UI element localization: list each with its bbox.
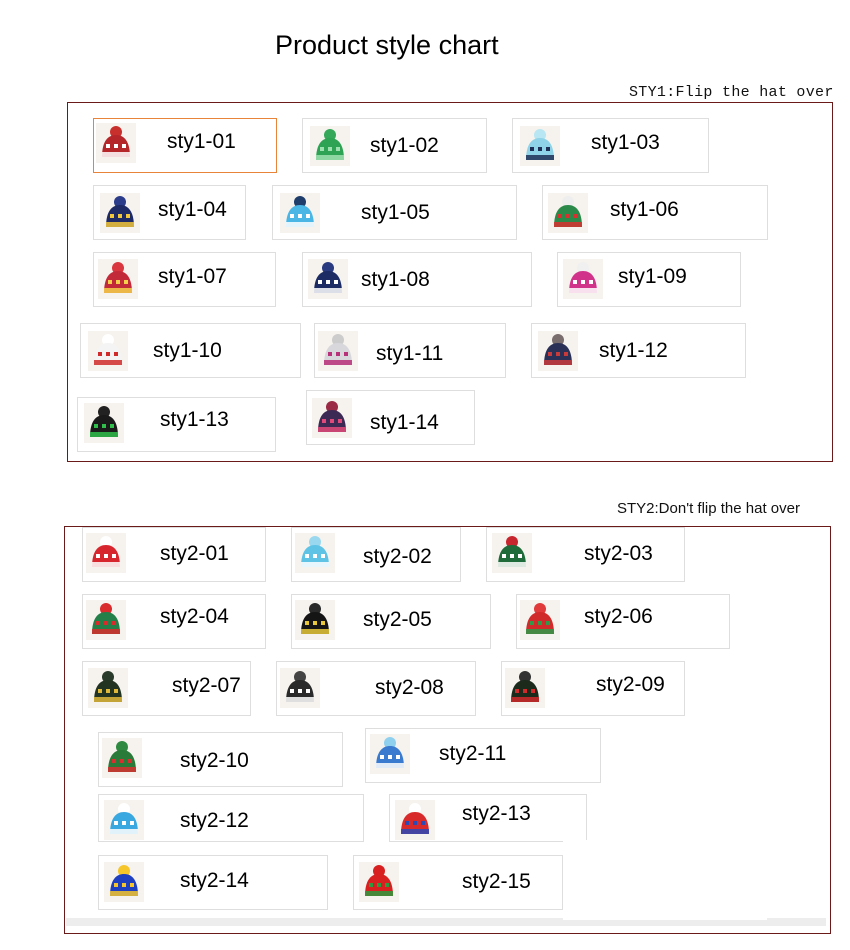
style-card-label: sty1-07 — [158, 265, 227, 288]
red-knit-hat-icon — [96, 123, 136, 163]
style-card-label: sty2-02 — [363, 545, 432, 568]
style-card-label: sty1-09 — [618, 265, 687, 288]
page-title: Product style chart — [275, 30, 499, 60]
green-santa-hat-icon — [102, 738, 142, 778]
style-card-label: sty1-02 — [370, 134, 439, 157]
dark-snowman-hat-icon — [280, 668, 320, 708]
black-green-hat-icon — [84, 403, 124, 443]
red-pom-hat-icon — [98, 259, 138, 299]
style-card-label: sty2-15 — [462, 870, 531, 893]
navy-light-hat-icon — [100, 193, 140, 233]
style-card-label: sty1-01 — [167, 130, 236, 153]
style-card-label: sty2-10 — [180, 749, 249, 772]
grey-light-hat-icon — [318, 331, 358, 371]
light-blue-snow-hat-icon — [295, 533, 335, 573]
style-card-label: sty1-08 — [361, 268, 430, 291]
black-lights-hat-icon — [295, 600, 335, 640]
pink-santa-hat-icon — [563, 259, 603, 299]
navy-pink-hat-icon — [312, 398, 352, 438]
red-tree-hat-icon — [520, 600, 560, 640]
striped-tree-hat-icon — [86, 533, 126, 573]
green-knit-hat-icon — [310, 126, 350, 166]
dark-green-hat-icon — [88, 668, 128, 708]
style-card-label: sty1-03 — [591, 131, 660, 154]
style-card-label: sty1-06 — [610, 198, 679, 221]
navy-red-hat-icon — [538, 331, 578, 371]
sty2-note: STY2:Don't flip the hat over — [617, 500, 800, 517]
green-reindeer-hat-icon — [492, 533, 532, 573]
sty1-note: STY1:Flip the hat over — [629, 84, 834, 101]
style-card-label: sty2-08 — [375, 676, 444, 699]
green-red-hat-icon — [86, 600, 126, 640]
style-card-label: sty1-11 — [376, 342, 444, 365]
style-card-label: sty2-06 — [584, 605, 653, 628]
style-card-label: sty1-13 — [160, 408, 229, 431]
style-card-label: sty2-12 — [180, 809, 249, 832]
blank-overlay — [563, 840, 767, 920]
style-card-label: sty2-07 — [172, 674, 241, 697]
style-card-label: sty1-05 — [361, 201, 430, 224]
royal-blue-tree-hat-icon — [104, 862, 144, 902]
style-card-label: sty2-13 — [462, 802, 531, 825]
style-card-label: sty1-04 — [158, 198, 227, 221]
blue-snowman-pom-hat-icon — [104, 800, 144, 840]
white-red-hat-icon — [88, 331, 128, 371]
light-blue-knit-hat-icon — [520, 126, 560, 166]
sky-blue-hat-icon — [280, 193, 320, 233]
style-card-label: sty1-12 — [599, 339, 668, 362]
style-card-label: sty2-14 — [180, 869, 249, 892]
dark-santa-hat-icon — [505, 668, 545, 708]
style-card-label: sty2-11 — [439, 742, 507, 765]
style-card-label: sty2-05 — [363, 608, 432, 631]
green-gift-hat-icon — [548, 193, 588, 233]
style-card-label: sty1-10 — [153, 339, 222, 362]
navy-cool-hat-icon — [308, 259, 348, 299]
blue-snowman-hat-icon — [370, 734, 410, 774]
style-card-label: sty2-01 — [160, 542, 229, 565]
red-tree-big-hat-icon — [359, 862, 399, 902]
style-card-label: sty1-14 — [370, 411, 439, 434]
red-blue-hat-icon — [395, 800, 435, 840]
style-card-label: sty2-09 — [596, 673, 665, 696]
style-card-label: sty2-04 — [160, 605, 229, 628]
style-card-label: sty2-03 — [584, 542, 653, 565]
